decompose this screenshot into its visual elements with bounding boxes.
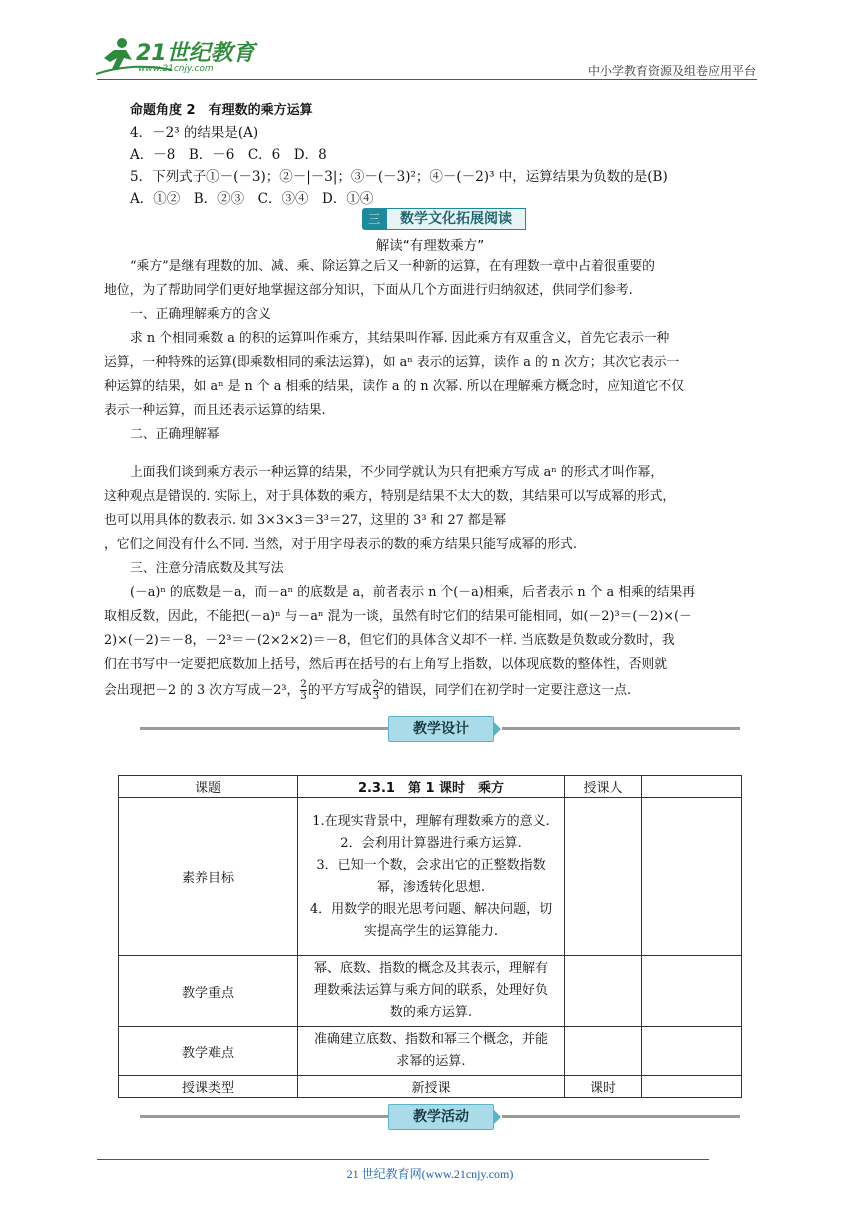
empty-cell: [565, 1027, 642, 1076]
type-value: 新授课: [298, 1076, 565, 1098]
reading-banner: [362, 208, 526, 230]
question-4-options: A．－8 B．－6 C．6 D．8: [130, 147, 327, 163]
empty-cell: [642, 956, 742, 1027]
empty-cell: [642, 798, 742, 956]
goals-cell: [298, 798, 565, 956]
reading-subtitle: 解读“有理数乘方”: [375, 238, 485, 254]
intro-line: “乘方”是继有理数的加、减、乘、除运算之后又一种新的运算，在有理数一章中占着很重要的: [130, 259, 655, 274]
question-5-options: A．①② B．②③ C．③④ D．①④: [130, 191, 374, 207]
logo-text: 21世纪教育: [136, 41, 255, 66]
section-rule: [502, 727, 740, 730]
table-row: [119, 956, 742, 1027]
section-heading: 二、正确理解幂: [130, 427, 220, 442]
paragraph-line: 运算，一种特殊的运算(即乘数相同的乘法运算)，如 aⁿ 表示的运算，读作 a 的 n 次方；其次它表示一: [104, 355, 680, 370]
type-label: 授课类型: [119, 1076, 298, 1098]
section-teaching-activity: [140, 1104, 740, 1128]
exercise-heading: 命题角度 2 有理数的乘方运算: [130, 103, 313, 118]
section-rule: [502, 1115, 740, 1118]
paragraph-line: (－a)ⁿ 的底数是－a，而－aⁿ 的底数是 a，前者表示 n 个(－a)相乘，后者表示 n 个 a 相乘的结果再: [130, 585, 696, 600]
section-heading: 三、注意分清底数及其写法: [130, 561, 284, 576]
logo-url: www.21cnjy.com: [138, 64, 214, 74]
question-5: 5．下列式子①－(－3)；②－|－3|；③－(－3)²；④－(－2)³ 中，运算结果为负数的是(B): [130, 169, 668, 185]
lesson-label: 课题: [119, 776, 298, 798]
platform-name: 中小学教育资源及组卷应用平台: [587, 64, 756, 78]
paragraph-line: 表示一种运算，而且还表示运算的结果.: [104, 403, 326, 418]
goals-label: 素养目标: [119, 798, 298, 956]
fraction: [300, 679, 306, 702]
section-title: 教学设计: [388, 716, 494, 742]
paragraph-line: 也可以用具体的数表示. 如 3×3×3＝3³＝27，这里的 3³ 和 27 都是幂: [104, 513, 507, 528]
goal-item: 4．用数学的眼光思考问题、解决问题，切实提高学生的运算能力.: [309, 901, 553, 939]
paragraph-line: 这种观点是错误的. 实际上，对于具体数的乘方，特别是结果不太大的数，其结果可以写成幂的形式，: [104, 489, 676, 504]
empty-cell: [642, 1027, 742, 1076]
section-rule: [140, 1115, 388, 1118]
fraction-denominator: 3: [372, 691, 380, 702]
empty-cell: [565, 956, 642, 1027]
paragraph-line: 取相反数，因此，不能把(－a)ⁿ 与－aⁿ 混为一谈，虽然有时它们的结果可能相同，如(－2)³＝(－2)×(－: [104, 609, 692, 624]
paragraph-line: 上面我们谈到乘方表示一种运算的结果，不少同学就认为只有把乘方写成 aⁿ 的形式才叫作幂，: [130, 465, 664, 480]
section-title: 教学活动: [388, 1104, 494, 1130]
goal-item: 1.在现实背景中，理解有理数乘方的意义.: [312, 813, 550, 829]
question-4: 4．－2³ 的结果是(A): [130, 125, 259, 141]
goal-item: 3．已知一个数，会求出它的正整数指数幂，渗透转化思想.: [316, 857, 546, 895]
table-row: [119, 798, 742, 956]
table-row: [119, 1076, 742, 1098]
text-segment: 的错误，同学们在初学时一定要注意这一点.: [383, 683, 632, 698]
paragraph-line: [104, 678, 631, 704]
section-teaching-design: [140, 716, 740, 740]
intro-line: 地位，为了帮助同学们更好地掌握这部分知识，下面从几个方面进行归纳叙述，供同学们参考.: [104, 283, 633, 298]
header-divider: [97, 79, 757, 80]
banner-number: 三: [362, 208, 386, 230]
paragraph-line: ，它们之间没有什么不同. 当然，对于用字母表示的数的乘方结果只能写成幂的形式.: [104, 537, 577, 552]
text-segment: 的平方写成: [307, 683, 372, 698]
hours-label: 课时: [565, 1076, 642, 1098]
section-rule: [140, 727, 388, 730]
site-logo: [92, 34, 257, 80]
goal-item: 2．会利用计算器进行乘方运算.: [340, 835, 522, 851]
paragraph-line: 2)×(－2)＝－8，－2³＝－(2×2×2)＝－8，但它们的具体含义却不一样. 当底数是负数或分数时，我: [104, 633, 675, 648]
key-value: 幂、底数、指数的概念及其表示，理解有理数乘法运算与乘方间的联系，处理好负数的乘方运算.: [298, 956, 565, 1027]
paragraph-line: 求 n 个相同乘数 a 的积的运算叫作乘方，其结果叫作幂. 因此乘方有双重含义，首先它表示一种: [130, 331, 670, 346]
fraction-numerator: 2: [372, 679, 380, 690]
teacher-value: [642, 776, 742, 798]
lesson-table: [118, 775, 742, 1098]
empty-cell: [565, 798, 642, 956]
key-label: 教学重点: [119, 956, 298, 1027]
difficult-value: 准确建立底数、指数和幂三个概念，并能求幂的运算.: [298, 1027, 565, 1076]
fraction-denominator: 3: [300, 691, 307, 702]
hours-value: [642, 1076, 742, 1098]
fraction-numerator: 2: [300, 679, 307, 690]
difficult-label: 教学难点: [119, 1027, 298, 1076]
footer-divider: [97, 1159, 709, 1160]
teacher-label: 授课人: [565, 776, 642, 798]
paragraph-line: 们在书写中一定要把底数加上括号，然后再在括号的右上角写上指数，以体现底数的整体性，否则就: [104, 657, 668, 672]
banner-title: 数学文化拓展阅读: [386, 208, 526, 230]
exponent: 2: [378, 682, 384, 692]
table-row: [119, 776, 742, 798]
paragraph-line: 种运算的结果，如 aⁿ 是 n 个 a 相乘的结果，读作 a 的 n 次幂. 所以在理解乘方概念时，应知道它不仅: [104, 379, 685, 394]
table-row: [119, 1027, 742, 1076]
text-segment: 会出现把－2 的 3 次方写成－2³，: [104, 683, 300, 698]
lesson-value: 2.3.1 第 1 课时 乘方: [298, 776, 565, 798]
footer-link[interactable]: 21 世纪教育网(www.21cnjy.com): [346, 1167, 514, 1181]
section-heading: 一、正确理解乘方的含义: [130, 307, 271, 322]
